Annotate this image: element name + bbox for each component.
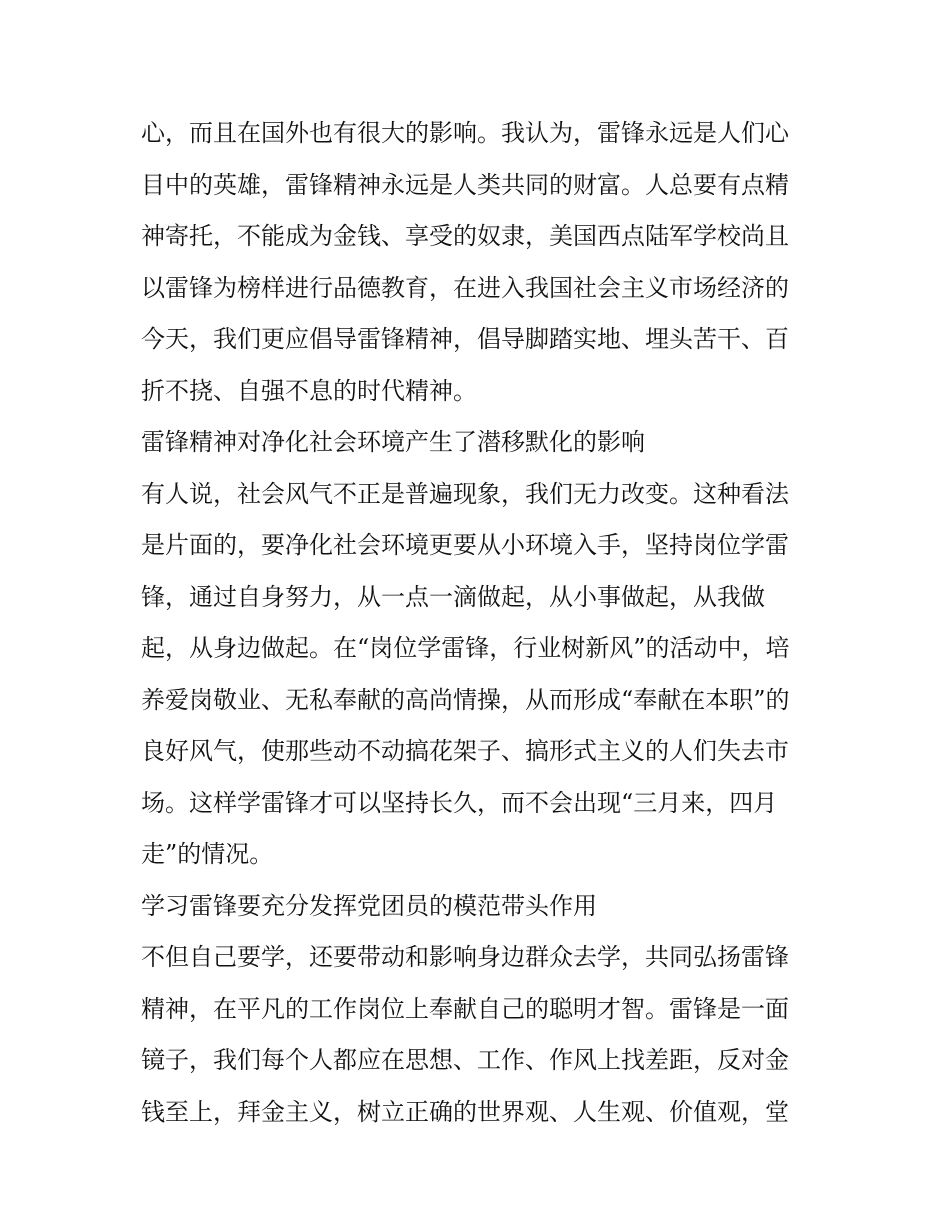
text-line: 以雷锋为榜样进行品德教育，在进入我国社会主义市场经济的	[141, 273, 789, 302]
text-line: 心，而且在国外也有很大的影响。我认为，雷锋永远是人们心	[141, 119, 789, 147]
text-line: 目中的英雄，雷锋精神永远是人类共同的财富。人总要有点精	[141, 170, 789, 199]
text-line: 走”的情况。	[141, 840, 274, 868]
section-heading: 学习雷锋要充分发挥党团员的模范带头作用	[141, 891, 597, 920]
text-line: 精神，在平凡的工作岗位上奉献自己的聪明才智。雷锋是一面	[141, 994, 789, 1023]
text-line: 有人说，社会风气不正是普遍现象，我们无力改变。这种看法	[141, 479, 789, 508]
section-heading: 雷锋精神对净化社会环境产生了潜移默化的影响	[141, 428, 645, 456]
text-line: 养爱岗敬业、无私奉献的高尚情操，从而形成“奉献在本职”的	[141, 685, 790, 714]
text-line: 折不挠、自强不息的时代精神。	[141, 376, 477, 405]
text-line: 起，从身边做起。在“岗位学雷锋，行业树新风”的活动中，培	[141, 634, 790, 662]
text-line: 钱至上，拜金主义，树立正确的世界观、人生观、价值观，堂	[141, 1097, 789, 1126]
text-line: 镜子，我们每个人都应在思想、工作、作风上找差距，反对金	[141, 1046, 789, 1074]
body-text	[141, 108, 821, 1138]
text-line: 是片面的，要净化社会环境更要从小环境入手，坚持岗位学雷	[141, 531, 789, 559]
text-line: 不但自己要学，还要带动和影响身边群众去学，共同弘扬雷锋	[141, 943, 789, 971]
text-line: 神寄托，不能成为金钱、享受的奴隶，美国西点陆军学校尚且	[141, 222, 789, 250]
text-line: 良好风气，使那些动不动搞花架子、搞形式主义的人们失去市	[141, 737, 789, 765]
text-line: 场。这样学雷锋才可以坚持长久，而不会出现“三月来，四月	[141, 788, 778, 817]
text-line: 锋，通过自身努力，从一点一滴做起，从小事做起，从我做	[141, 582, 765, 611]
text-line: 今天，我们更应倡导雷锋精神，倡导脚踏实地、埋头苦干、百	[141, 325, 789, 353]
